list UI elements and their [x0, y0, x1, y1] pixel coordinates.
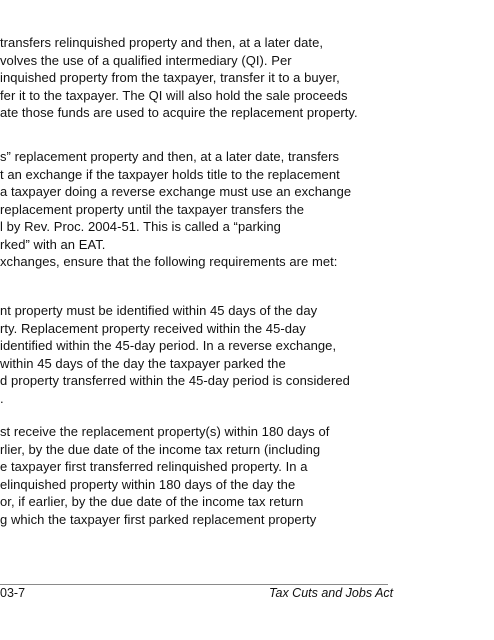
text-line: transfers relinquished property and then, at a later date,: [0, 35, 324, 50]
text-line: inquished property from the taxpayer, transfer it to a buyer,: [0, 70, 340, 86]
footer-page-number: 03-7: [0, 586, 26, 600]
text-line: .: [0, 390, 4, 406]
paragraph-qualified-intermediary: [0, 34, 494, 122]
text-line: identified within the 45-day period. In a reverse exchange,: [0, 338, 337, 354]
text-line: t an exchange if the taxpayer holds title to the replacement: [0, 166, 340, 182]
paragraph-identification-period: [0, 302, 494, 408]
text-line: or, if earlier, by the due date of the income tax return: [0, 494, 304, 510]
text-line: rty. Replacement property received within the 45-day: [0, 320, 306, 336]
paragraph-reverse-exchange: [0, 148, 494, 254]
paragraph-requirements-intro: [0, 253, 494, 271]
text-line: d property transferred within the 45-day period is considered: [0, 373, 350, 389]
text-line: nt property must be identified within 45 days of the day: [0, 303, 318, 318]
text-line: e taxpayer first transferred relinquished property. In a: [0, 459, 308, 475]
paragraph-exchange-period: [0, 423, 494, 529]
text-line: a taxpayer doing a reverse exchange must use an exchange: [0, 184, 352, 200]
text-line: l by Rev. Proc. 2004-51. This is called a “parking: [0, 219, 281, 235]
text-line: volves the use of a qualified intermediary (QI). Per: [0, 52, 292, 68]
text-line: xchanges, ensure that the following requirements are met:: [0, 254, 338, 269]
text-line: s” replacement property and then, at a later date, transfers: [0, 149, 340, 164]
text-line: fer it to the taxpayer. The QI will also hold the sale proceeds: [0, 87, 348, 103]
text-line: rlier, by the due date of the income tax return (including: [0, 441, 321, 457]
text-line: rked” with an EAT.: [0, 236, 106, 252]
text-line: elinquished property within 180 days of the day the: [0, 476, 296, 492]
text-line: within 45 days of the day the taxpayer parked the: [0, 355, 286, 371]
text-line: ate those funds are used to acquire the replacement property.: [0, 105, 358, 121]
text-line: st receive the replacement property(s) within 180 days of: [0, 424, 330, 439]
footer-title: Tax Cuts and Jobs Act: [269, 586, 394, 600]
text-line: replacement property until the taxpayer transfers the: [0, 201, 304, 217]
text-line: g which the taxpayer first parked replacement property: [0, 511, 317, 527]
